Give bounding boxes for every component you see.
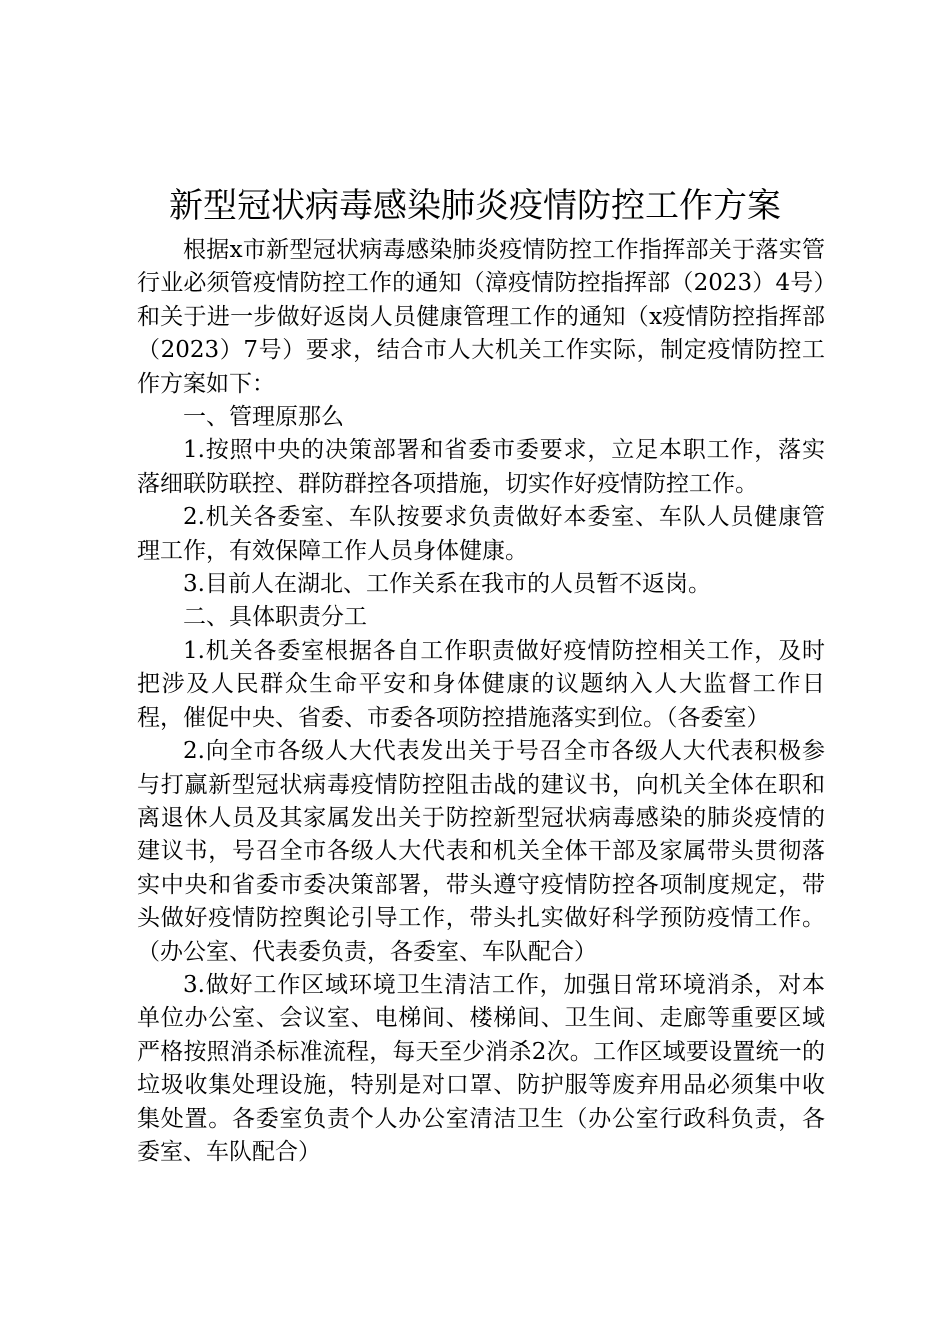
paragraph-duty-1: 1.机关各委室根据各自工作职责做好疫情防控相关工作，及时把涉及人民群众生命平安和身体健康的议题纳入人大监督工作日程，催促中央、省委、市委各项防控措施落实到位。（各委室） — [137, 637, 825, 731]
paragraph-principle-3: 3.目前人在湖北、工作关系在我市的人员暂不返岗。 — [183, 571, 711, 598]
paragraph-duty-3: 3.做好工作区域环境卫生清洁工作，加强日常环境消杀，对本单位办公室、会议室、电梯间、楼梯间、卫生间、走廊等重要区域严格按照消杀标准流程，每天至少消杀2次。工作区域要设置统一的垃圾收集处理设施，特别是对口罩、防护服等废弃用品必须集中收集处置。各委室负责个人办公室清洁卫生（办公室行政科负责，各委室、车队配合） — [137, 971, 825, 1165]
document-body — [137, 234, 825, 1169]
paragraph-intro: 根据x市新型冠状病毒感染肺炎疫情防控工作指挥部关于落实管行业必须管疫情防控工作的通知（漳疫情防控指挥部（2023）4号）和关于进一步做好返岗人员健康管理工作的通知（x疫情防控指挥部（2023）7号）要求，结合市人大机关工作实际，制定疫情防控工作方案如下： — [137, 237, 825, 397]
paragraph-principle-2: 2.机关各委室、车队按要求负责做好本委室、车队人员健康管理工作，有效保障工作人员身体健康。 — [137, 504, 825, 564]
page-title: 新型冠状病毒感染肺炎疫情防控工作方案 — [169, 186, 781, 226]
section-heading-duties: 二、具体职责分工 — [183, 604, 367, 631]
section-heading-principles: 一、管理原那么 — [183, 404, 344, 431]
paragraph-principle-1: 1.按照中央的决策部署和省委市委要求，立足本职工作，落实落细联防联控、群防群控各项措施，切实作好疫情防控工作。 — [137, 437, 825, 497]
paragraph-duty-2: 2.向全市各级人大代表发出关于号召全市各级人大代表积极参与打赢新型冠状病毒疫情防控阻击战的建议书，向机关全体在职和离退休人员及其家属发出关于防控新型冠状病毒感染的肺炎疫情的建议书，号召全市各级人大代表和机关全体干部及家属带头贯彻落实中央和省委市委决策部署，带头遵守疫情防控各项制度规定，带头做好疫情防控舆论引导工作，带头扎实做好科学预防疫情工作。（办公室、代表委负责，各委室、车队配合） — [137, 738, 825, 965]
